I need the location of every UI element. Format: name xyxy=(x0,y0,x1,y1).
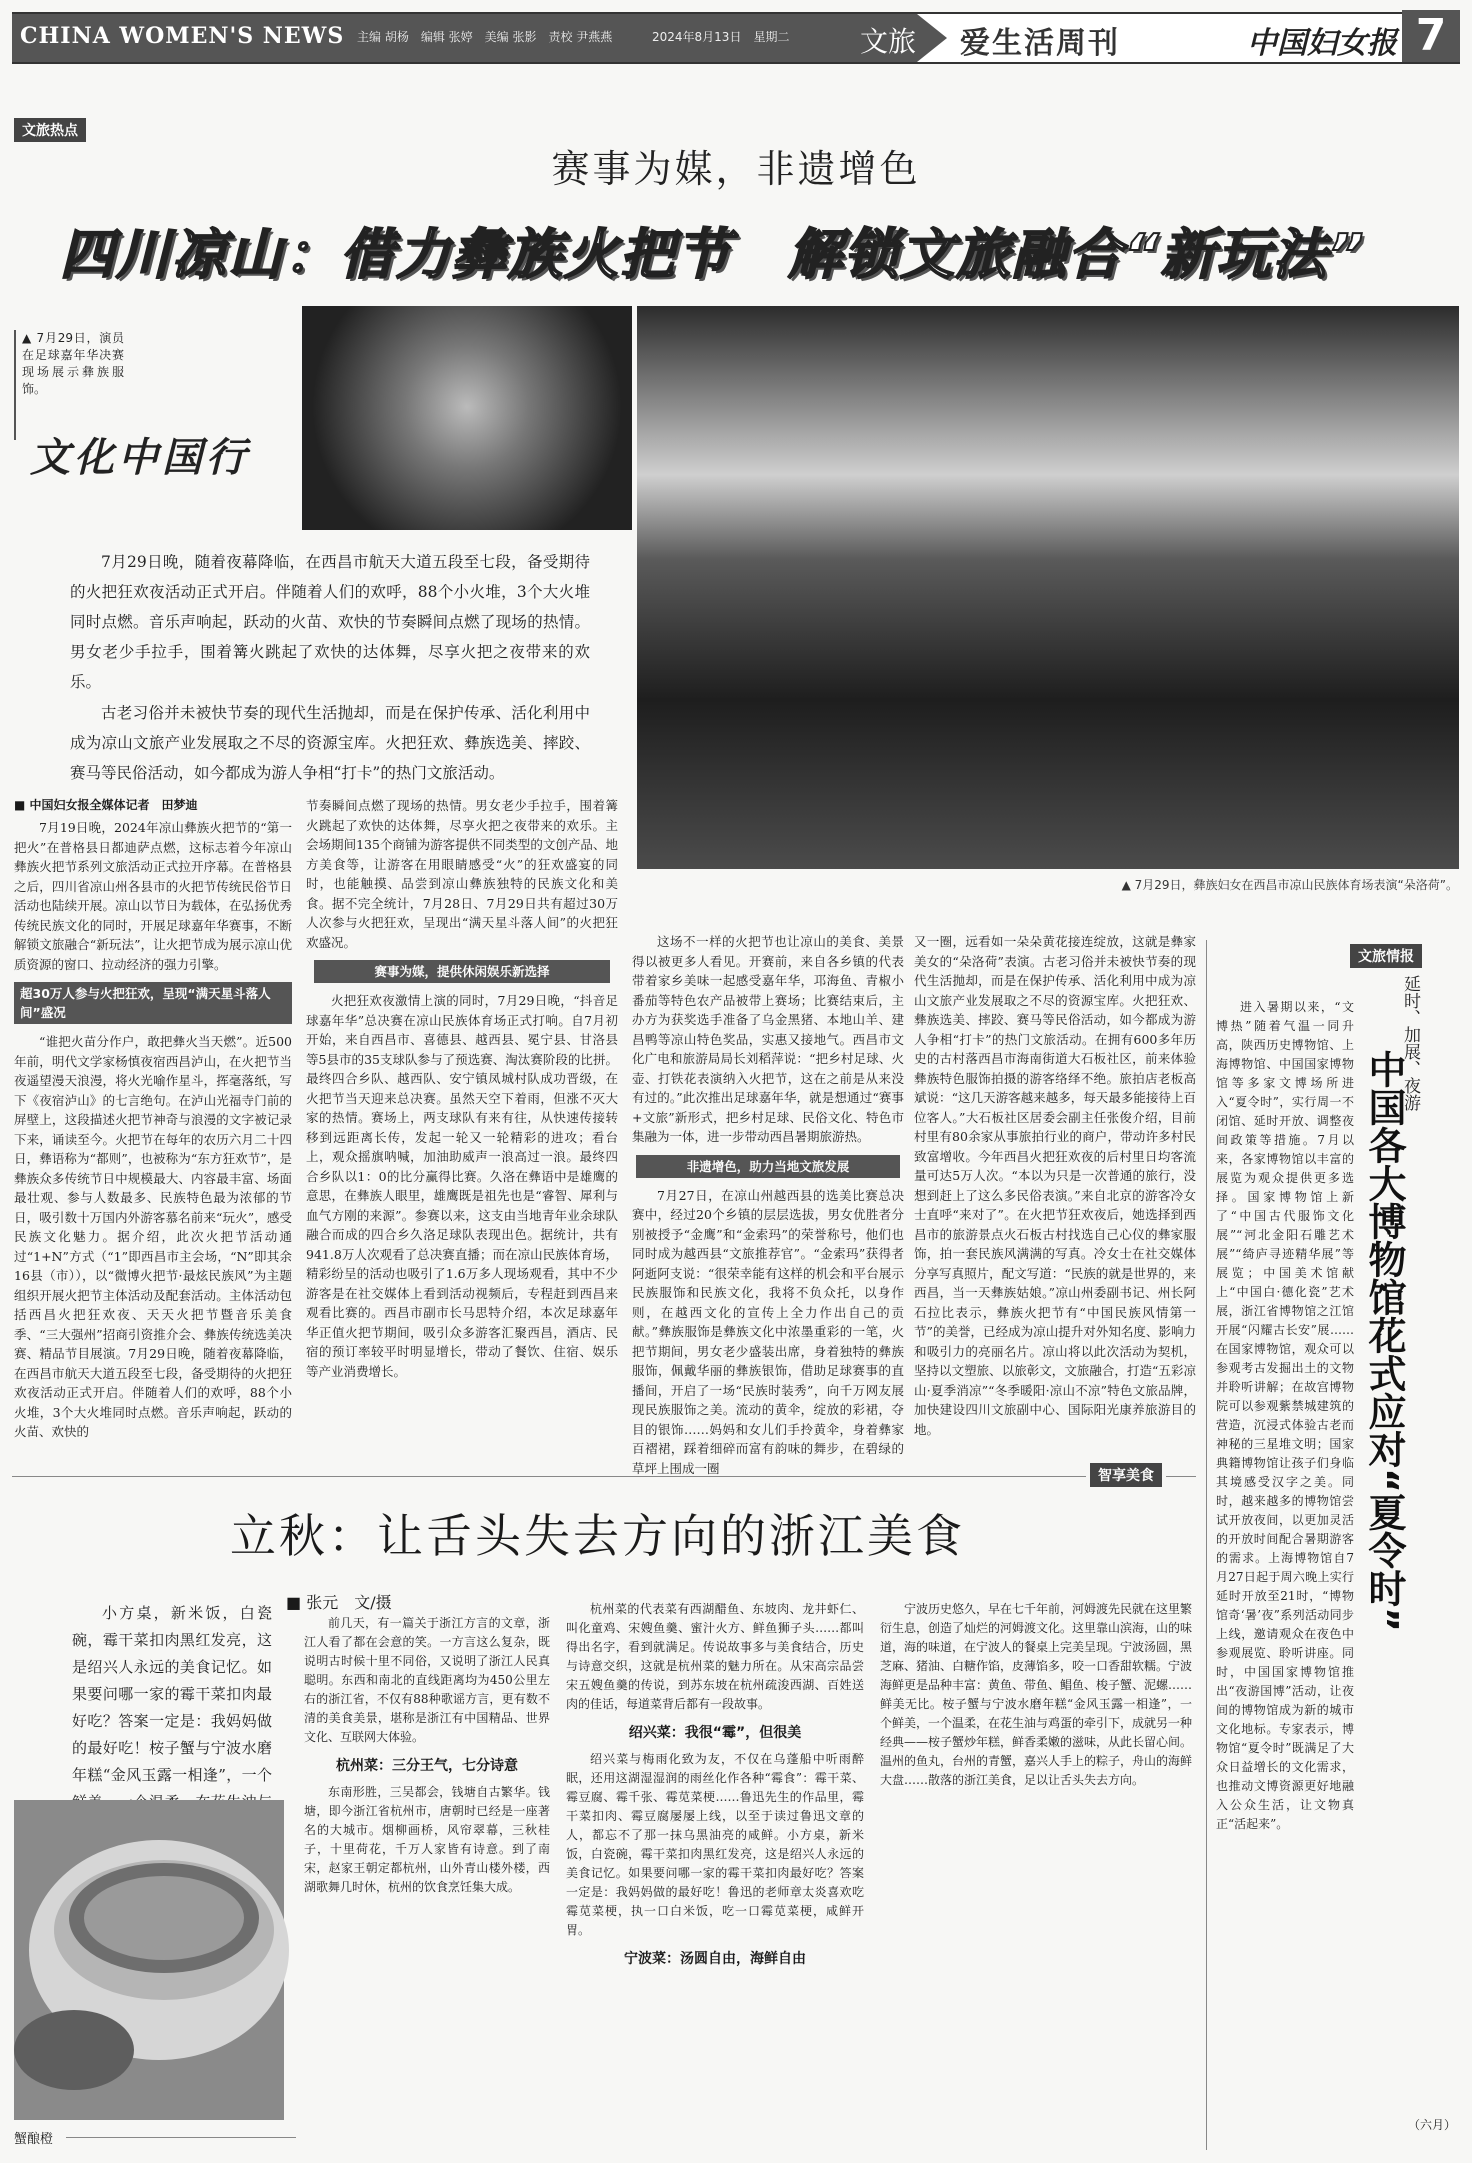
subheading-3: 非遗增色，助力当地文旅发展 xyxy=(636,1155,900,1178)
food-photo xyxy=(14,1800,284,2120)
feature-column-tag: 文旅热点 xyxy=(14,118,86,142)
food-col-1 xyxy=(304,1614,550,2154)
food-photo-caption: 蟹酿橙 xyxy=(14,2132,54,2147)
food-col2-para: 杭州菜的代表菜有西湖醋鱼、东坡肉、龙井虾仁、叫化童鸡、宋嫂鱼羹、蜜汁火方、鲜鱼狮子头……都叫得出名字，看到就满足。传说故事多与美食结合，历史与诗意交织，这就是杭州菜的魅力所在。从宋高宗品尝宋五嫂鱼羹的传说，到苏东坡在杭州疏浚西湖、百姓送肉的佳话，每道菜背后都有一段故事。 xyxy=(566,1602,864,1711)
museum-body xyxy=(1216,998,1354,2108)
page-number: 7 xyxy=(1402,10,1460,62)
feature-col-1 xyxy=(14,818,292,1458)
museum-footer: （六月） xyxy=(1408,2118,1457,2132)
museum-column-tag: 文旅情报 xyxy=(1350,944,1422,968)
lead-paragraph-2: 古老习俗并未被快节奏的现代生活抛却，而是在保护传承、活化利用中成为凉山文旅产业发展取之不尽的资源宝库。火把狂欢、彝族选美、摔跤、赛马等民俗活动，如今都成为游人争相“打卡”的热门文旅活动。 xyxy=(70,704,590,782)
subheading-2: 赛事为媒，提供休闲娱乐新选择 xyxy=(314,960,610,983)
small-photo-caption: ▲ 7月29日，演员在足球嘉年华决赛现场展示彝族服饰。 xyxy=(22,331,124,396)
food-sub-2: 绍兴菜：我很“霉”，但很美 xyxy=(628,1725,802,1741)
crab-orange-photo xyxy=(14,1800,284,2120)
subheading-1: 超30万人参与火把狂欢，呈现“满天星斗落人间”盛况 xyxy=(14,982,292,1024)
masthead-arrow xyxy=(917,14,947,62)
food-col1b-para: 东南形胜，三吴都会，钱塘自古繁华。钱塘，即今浙江省杭州市，唐朝时已经是一座著名的大城市。烟柳画桥，风帘翠幕，三秋桂子，十里荷花，千万人家皆有诗意。到了南宋，赵家王朝定都杭州，山外青山楼外楼，西湖歌舞几时休，杭州的饮食烹饪集大成。 xyxy=(304,1785,550,1894)
feature-byline: ■ 中国妇女报全媒体记者 田梦迪 xyxy=(14,798,198,812)
food-col-3 xyxy=(880,1600,1192,2154)
museum-body-text: 进入暑期以来，“文博热”随着气温一同升高，陕西历史博物馆、上海博物馆、中国国家博物馆等多家文博场所进入“夏令时”，实行周一不闭馆、延时开放、调整夜间政策等措施。7月以来，各家博物馆以丰富的展览为观众提供更多选择。国家博物馆上新了“中国古代服饰文化展”“河北金阳石雕艺术展”“绮庐寻迹精华展”等展览；中国美术馆献上“中国白·德化瓷”艺术展，浙江省博物馆之江馆开展“闪耀古长安”展……在国家博物馆，观众可以参观考古发掘出土的文物并聆听讲解；在故宫博物院可以参观紫禁城建筑的营造，沉浸式体验古老而神秘的三星堆文明；国家典籍博物馆让孩子们身临其境感受汉字之美。同时，越来越多的博物馆尝试开放夜间，以更加灵活的开放时间配合暑期游客的需求。上海博物馆自7月27日起于周六晚上实行延时开放至21时，“博物馆奇‘暑’夜”系列活动同步上线，邀请观众在夜色中参观展览、聆听讲座。同时，中国国家博物馆推出“夜游国博”活动，让夜间的博物馆成为新的城市文化地标。专家表示，博物馆“夏令时”既满足了大众日益增长的文化需求，也推动文博资源更好地融入公众生活，让文物真正“活起来”。 xyxy=(1216,1000,1354,1831)
col2-para: 节奏瞬间点燃了现场的热情。男女老少手拉手，围着篝火跳起了欢快的达体舞，尽享火把之夜带来的欢乐。主会场期间135个商铺为游客提供不同类型的文创产品、地方美食等，让游客在用眼睛感受“火”的狂欢盛宴的同时，也能触摸、品尝到凉山彝族独特的民族文化和美食。据不完全统计，7月28日、7月29日共有超过30万人次参与火把狂欢，呈现出“满天星斗落人间”的火把狂欢盛况。 xyxy=(306,798,618,950)
food-intro-text: 小方桌，新米饭，白瓷碗，霉干菜扣肉黑红发亮，这是绍兴人永远的美食记忆。如果要问哪一家的霉干菜扣肉最好吃？答案一定是：我妈妈做的最好吃！桉子蟹与宁波水磨年糕“金风玉露一相逢”，一个 xyxy=(72,1604,272,1784)
food-col3-para: 宁波历史悠久，早在七千年前，河姆渡先民就在这里繁衍生息，创造了灿烂的河姆渡文化。这里靠山滨海，山的味道，海的味道，在宁波人的餐桌上完美呈现。宁波汤圆，黑芝麻、猪油、白糖作馅，皮薄馅多，咬一口香甜软糯。宁波海鲜更是品种丰富：黄鱼、带鱼、鲳鱼、梭子蟹、泥螺……鲜美无比。桉子蟹与宁波水磨年糕“金风玉露一相逢”，一个鲜美，一个温柔，在花生油与鸡蛋的牵引下，成就另一种经典——桉子蟹炒年糕，鲜香柔嫩的滋味，从此长留心间。温州的鱼丸，台州的青蟹，嘉兴人手上的粽子，舟山的海鲜大盘……散落的浙江美食，足以让舌头失去方向。 xyxy=(880,1602,1193,1787)
col3b-para: 7月27日，在凉山州越西县的选美比赛总决赛中，经过20个乡镇的层层选拔，男女优胜者分别被授予“金鹰”和“金索玛”的荣誉称号，他们也同时成为越西县“文旅推荐官”。“金索玛”获得者阿逝阿支说：“很荣幸能有这样的机会和平台展示民族服饰和民族文化，我将不负众托，以身作则，在越西文化的宣传上全力作出自己的贡献。”彝族服饰是彝族文化中浓墨重彩的一笔，火把节期间，男女老少盛装出席，身着独特的彝族服饰，佩戴华丽的彝族银饰，借助足球赛事的直播间，开启了一场“民族时装秀”，向千万网友展现民族服饰之美。流动的黄伞，绽放的彩裙，夺目的银饰……妈妈和女儿们手拎黄伞，身着彝家百褶裙，踩着细碎而富有韵味的舞步，在碧绿的草坪上围成一圈 xyxy=(632,1187,904,1476)
feature-col-4 xyxy=(914,932,1196,1458)
food-col1-para: 前几天，有一篇关于浙江方言的文章，浙江人看了都在会意的笑。一方言这么复杂，既说明古时候十里不同俗，又说明了浙江人民真聪明。东西和南北的直线距离均为450公里左右的浙江省，不仅有88种歌谣方言，更有数不清的美食美景，堪称是浙江有中国精品、世界文化、互联网大体验。 xyxy=(304,1616,550,1744)
food-col-2 xyxy=(566,1600,864,2154)
main-photo-caption: ▲ 7月29日，彝族妇女在西昌市凉山民族体育场表演“朵洛荷”。 xyxy=(1121,878,1458,892)
food-col2b-para: 绍兴菜与梅雨化致为友，不仅在乌蓬船中听雨醉眠，还用这湖湿湿润的雨丝化作各种“霉食”：霉干菜、霉豆腐、霉千张、霉苋菜梗……鲁迅先生的作品里，霉干菜扣肉、霉豆腐屡屡上线，以至于读过鲁迅文章的人，都忘不了那一抹乌黑油亮的咸鲜。小方桌，新米饭，白瓷碗，霉干菜扣肉黑红发亮，这是绍兴人永远的美食记忆。如果要问哪一家的霉干菜扣肉最好吃？答案一定是：我妈妈做的最好吃！鲁迅的老师章太炎喜欢吃霉苋菜梗，执一口白米饭，吃一口霉苋菜梗，咸鲜开胃。 xyxy=(566,1752,864,1937)
issue-date: 2024年8月13日 星期二 xyxy=(652,30,790,44)
masthead-bar xyxy=(12,12,1460,64)
food-sub-3: 宁波菜：汤圆自由，海鲜自由 xyxy=(624,1951,806,1967)
feature-title: 四川凉山：借力彝族火把节 解锁文旅融合“新玩法” xyxy=(60,223,1366,286)
col3-para: 这场不一样的火把节也让凉山的美食、美景得以被更多人看见。开赛前，来自各乡镇的代表带着家乡美味一起感受嘉年华，邛海鱼、青椒小番茄等特色农产品被带上赛场；比赛结束后，主办方为获奖选手准备了乌金黑猪、本地山羊、建昌鸭等凉山特色奖品，实惠又接地气。西昌市文化广电和旅游局局长刘稻萍说：“把乡村足球、火壶、打铁花表演纳入火把节，这在之前是从来没有过的。”此次推出足球嘉年华，就是想通过“赛事+文旅”新形式，把乡村足球、民俗文化、特色市集融为一体，进一步带动西昌暑期旅游热。 xyxy=(632,934,904,1144)
brand-name: CHINA WOMEN'S NEWS xyxy=(20,23,345,49)
col1-para: 7月19日晚，2024年凉山彝族火把节的“第一把火”在普格县日都迪萨点燃，这标志着今年凉山彝族火把节系列文旅活动正式拉开序幕。在普格县之后，四川省凉山州各县市的火把节传统民俗节日活动也陆续开展。凉山以节日为载体，在弘扬优秀传统民族文化的同时，开展足球嘉年华赛事，不断解锁文旅融合“新玩法”，让火把节成为展示凉山优质资源的窗口、拉动经济的强力引擎。 xyxy=(14,820,292,972)
food-byline: ■ 张元 文/摄 xyxy=(286,1593,392,1612)
food-sub-1: 杭州菜：三分王气，七分诗意 xyxy=(336,1758,518,1774)
culture-badge: 文化中国行 xyxy=(30,434,250,481)
small-photo xyxy=(302,306,632,530)
food-column-tag: 智享美食 xyxy=(1086,1463,1166,1487)
col4-para: 又一圈，远看如一朵朵黄花接连绽放，这就是彝家美女的“朵洛荷”表演。古老习俗并未被快节奏的现代生活抛却，而是在保护传承、活化利用中成为凉山文旅产业发展取之不尽的资源宝库。火把狂欢、彝族选美、摔跤、赛马等民俗活动，如今都成为游人争相“打卡”的热门文旅活动。在拥有600多年历史的古村落西昌市海南街道大石板社区，前来体验彝族特色服饰拍摄的游客络绎不绝。旅拍店老板高斌说：“这几天游客越来越多，每天最多能接待上百位客人。”大石板社区居委会副主任张俊介绍，目前村里有80余家从事旅拍行业的商户，带动许多村民致富增收。今年西昌火把狂欢夜的后村里日均客流量可达5万人次。“本以为只是一次普通的旅行，没想到赶上了这么多民俗表演。”来自北京的游客冷女士直呼“来对了”。在火把节狂欢夜后，她选择到西昌市的旅游景点火石板古村找选自己心仪的彝家服饰，拍一套民族风满满的写真。冷女士在社交媒体分享写真照片，配文写道：“民族的就是世界的，来西昌，当一天彝族姑娘。”凉山州委副书记、州长阿石拉比表示，彝族火把节有“中国民族风情第一节”的美誉，已经成为凉山提升对外知名度、影响力和吸引力的亮丽名片。凉山将以此次活动为契机，坚持以文塑旅、以旅彰文，文旅融合，打造“五彩凉山·夏季消凉”“冬季暖阳·凉山不凉”特色文旅品牌，加快建设四川文旅副中心、国际阳光康养旅游目的地。 xyxy=(914,934,1196,1437)
feature-col-2 xyxy=(306,796,618,1458)
main-photo xyxy=(637,306,1459,869)
feature-col-3 xyxy=(632,932,904,1476)
section-label: 文旅 xyxy=(860,25,917,58)
sidebar-divider xyxy=(1206,940,1207,2150)
lead-paragraph-1: 7月29日晚，随着夜幕降临，在西昌市航天大道五段至七段，备受期待的火把狂欢夜活动正式开启。伴随着人们的欢呼，88个小火堆，3个大火堆同时点燃。音乐声响起，跃动的火苗、欢快的节奏瞬间点燃了现场的热情。男女老少手拉手，围着篝火跳起了欢快的达体舞，尽享火把之夜带来的欢乐。 xyxy=(70,553,590,691)
feature-subtitle: 赛事为媒，非遗增色 xyxy=(551,147,921,191)
food-title: 立秋：让舌头失去方向的浙江美食 xyxy=(230,1509,965,1563)
museum-kicker: 延时、加展、夜游 xyxy=(1400,975,1420,1111)
caption-rule xyxy=(66,2137,296,2138)
col2b-para: 火把狂欢夜激情上演的同时，7月29日晚，“抖音足球嘉年华”总决赛在凉山民族体育场正式打响。自7月初开始，来自西昌市、喜德县、越西县、冕宁县、甘洛县等5县市的35支球队参与了预选赛、淘汰赛阶段的比拼。最终四合乡队、越西队、安宁镇凤城村队成功晋级，在火把节当天迎来总决赛。虽然天空下着雨，但涨不灭大家的热情。赛场上，两支球队有来有往，从快速传接转移到远距离长传，发起一轮又一轮精彩的进攻；看台上，观众摇旗呐喊，加油助威声一浪高过一浪。最终四合乡队以1：0的比分赢得比赛。久洛在彝语中是雄鹰的意思，在彝族人眼里，雄鹰既是祖先也是“睿智、犀利与血气方刚的来源”。参赛以来，这支由当地青年业余球队融合而成的四合乡久洛足球队表现出色。据统计，共有941.8万人次观看了总决赛直播；而在凉山民族体育场，精彩纷呈的活动也吸引了1.6万多人现场观看，其中不少游客是在社交媒体上看到活动视频后，专程赶到西昌来观看比赛的。西昌市副市长马思特介绍，本次足球嘉年华正值火把节期间，吸引众多游客汇聚西昌，酒店、民宿的预订率较平时明显增长，带动了餐饮、住宿、娱乐等产业消费增长。 xyxy=(306,993,618,1379)
food-divider xyxy=(12,1476,1196,1477)
staff-credits: 主编 胡杨 编辑 张婷 美编 张影 责校 尹燕燕 xyxy=(357,30,613,44)
museum-title: 中国各大博物馆花式应对“夏令时” xyxy=(1362,1050,1406,1632)
weekly-title: 爱生活周刊 xyxy=(960,26,1120,61)
col1b-para: “谁把火苗分作户，敢把彝火当天燃”。近500年前，明代文学家杨慎夜宿西昌泸山，在火把节当夜遥望漫天浪漫，将火光喻作星斗，挥毫落纸，写下《夜宿泸山》的七言绝句。在泸山光福寺门前的屏壁上，这段描述火把节神奇与浪漫的文字被记录下来，诵读至今。火把节在每年的农历六月二十四日，彝语称为“都则”，也被称为“东方狂欢节”，是彝族众多传统节日中规模最大、内容最丰富、场面最壮观、参与人数最多、民族特色最为浓郁的节日，吸引数十万国内外游客慕名前来“玩火”，感受民族文化魅力。据介绍，此次火把节活动通过“1+N”方式（“1”即西昌市主会场，“N”即其余16县（市）），以“微博火把节·最炫民族风”为主题组织开展火把节主体活动及配套活动。主体活动包括西昌火把狂欢夜、天天火把节暨音乐美食季、“三大强州”招商引资推介会、彝族传统选美决赛、精品节目展演。7月29日晚，随着夜幕降临，在西昌市航天大道五段至七段，备受期待的火把狂欢夜活动正式开启。伴随着人们的欢呼，88个小火堆，3个大火堆同时点燃。音乐声响起，跃动的火苗、欢快的 xyxy=(14,1034,292,1439)
paper-logo: 中国妇女报 xyxy=(1247,26,1397,61)
small-photo-caption-box xyxy=(14,330,124,440)
lead-text xyxy=(70,547,590,789)
